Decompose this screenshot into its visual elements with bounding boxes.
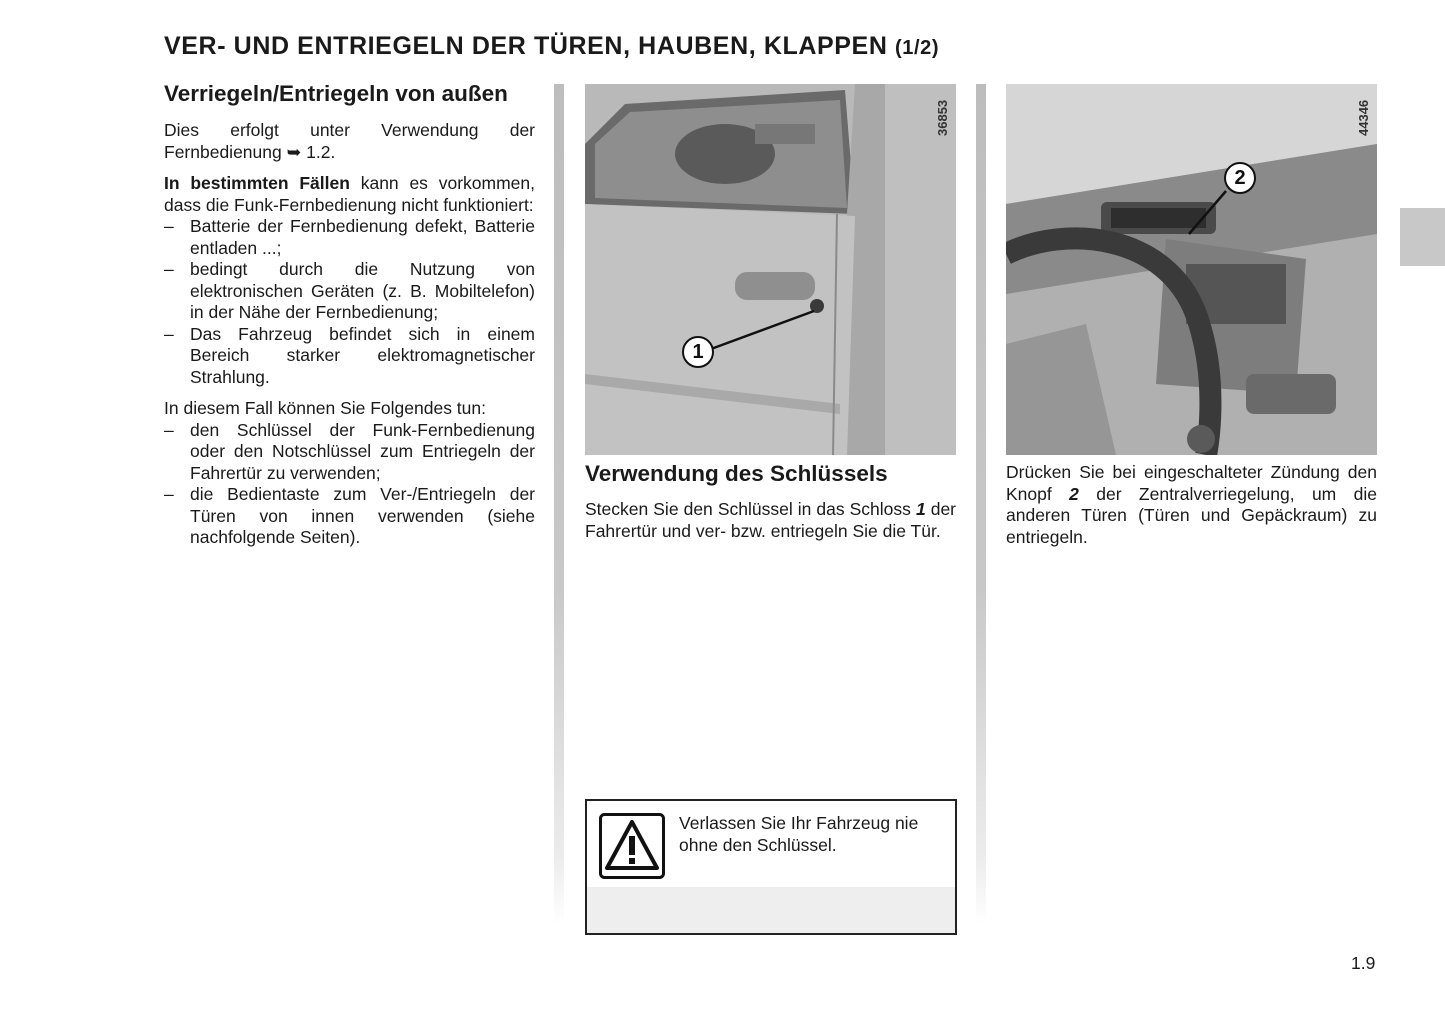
page-title-text: VER- UND ENTRIEGELN DER TÜREN, HAUBEN, KLAPPEN bbox=[164, 32, 888, 60]
cases-bold: In bestimmten Fällen bbox=[164, 173, 350, 193]
key-paragraph bbox=[585, 499, 956, 542]
door-lock-photo bbox=[585, 84, 956, 455]
warning-box bbox=[585, 799, 957, 935]
chapter-tab bbox=[1400, 208, 1445, 266]
intro-paragraph: Dies erfolgt unter Verwendung der Fernbedienung ➥ 1.2. bbox=[164, 120, 535, 162]
key-ref: 1 bbox=[915, 499, 926, 519]
page-title bbox=[164, 32, 939, 61]
section-heading-outside: Verriegeln/Entriegeln von außen bbox=[164, 81, 508, 106]
list-item: – den Schlüssel der Funk-Fernbedienung oder den Notschlüssel zum Entriegeln der Fahrertür zu verwenden; bbox=[164, 420, 535, 485]
figure-code: 36853 bbox=[935, 99, 950, 136]
right-column bbox=[1006, 462, 1377, 548]
causes-list bbox=[164, 216, 535, 388]
left-column bbox=[164, 80, 535, 559]
cases-paragraph bbox=[164, 173, 535, 216]
key-text-start: Stecken Sie den Schlüssel in das Schloss bbox=[585, 499, 916, 519]
list-item: – die Bedientaste zum Ver-/Entriegeln der Türen von innen verwenden (siehe nachfolgende Seiten). bbox=[164, 484, 535, 549]
button-ref: 2 bbox=[1069, 483, 1079, 504]
section-heading-key: Verwendung des Schlüssels bbox=[585, 461, 888, 486]
column-divider-left bbox=[554, 84, 564, 924]
callout-1: 1 bbox=[682, 336, 714, 368]
remedy-intro: In diesem Fall können Sie Folgendes tun: bbox=[164, 398, 486, 418]
button-text-start: Drücken Sie bei eingeschalteter Zündung den Knopf bbox=[1006, 462, 1377, 504]
column-divider-right bbox=[976, 84, 986, 924]
list-item: – Das Fahrzeug befindet sich in einem Bereich starker elektromagnetischer Strahlung. bbox=[164, 324, 535, 389]
warning-text: Verlassen Sie Ihr Fahrzeug nie ohne den Schlüssel. bbox=[679, 813, 919, 855]
button-text-end: der Zentralverriegelung, um die anderen Türen (Türen und Gepäckraum) zu entriegeln. bbox=[1006, 483, 1377, 547]
button-paragraph bbox=[1006, 462, 1377, 548]
page-number: 1.9 bbox=[1351, 953, 1376, 973]
door-illustration bbox=[585, 84, 956, 455]
page-title-suffix: (1/2) bbox=[895, 37, 940, 59]
middle-column bbox=[585, 460, 956, 542]
dashboard-photo bbox=[1006, 84, 1377, 455]
cases-text: kann es vorkommen, dass die Funk-Fernbedienung nicht funktioniert: bbox=[164, 173, 535, 215]
key-text-end: der Fahrertür und ver- bzw. entriegeln Sie die Tür. bbox=[585, 499, 957, 541]
callout-2: 2 bbox=[1224, 162, 1256, 194]
warning-triangle-icon bbox=[599, 813, 665, 884]
list-item: – Batterie der Fernbedienung defekt, Batterie entladen ...; bbox=[164, 216, 535, 259]
figure-code: 44346 bbox=[1356, 99, 1371, 136]
list-item: – bedingt durch die Nutzung von elektronischen Geräten (z. B. Mobiltelefon) in der Nähe der Fernbedienung; bbox=[164, 259, 535, 324]
dashboard-illustration bbox=[1006, 84, 1377, 455]
remedies-list bbox=[164, 420, 535, 549]
